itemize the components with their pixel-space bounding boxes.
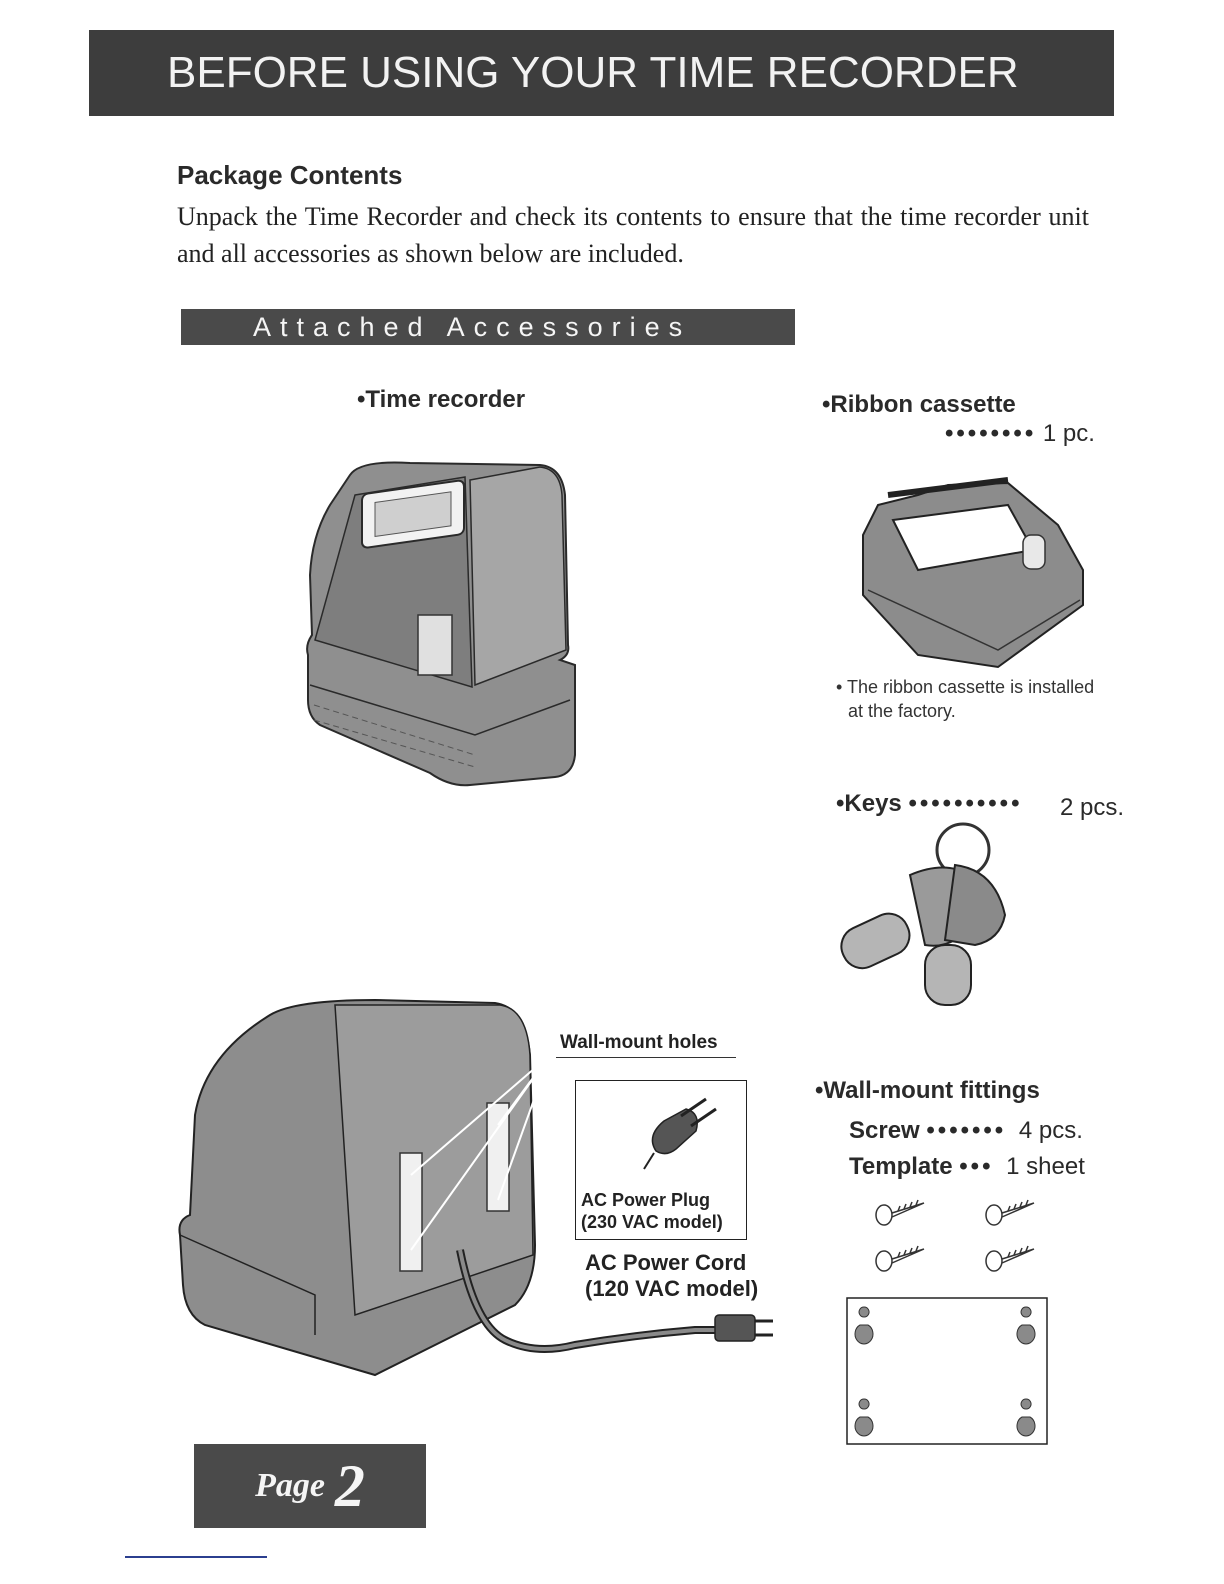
package-contents-heading: Package Contents: [177, 160, 403, 190]
ribbon-cassette-illustration: [858, 475, 1090, 675]
page-title: BEFORE USING YOUR TIME RECORDER: [167, 48, 1019, 97]
ribbon-note: [836, 675, 1094, 723]
wall-mount-holes-underline: [556, 1057, 736, 1058]
ac-power-plug-icon: [636, 1091, 726, 1171]
ac-power-cord-label: [585, 1250, 758, 1302]
screw-label: Screw: [849, 1117, 920, 1144]
keys-label: •Keys: [836, 790, 902, 817]
time-recorder-title: •Time recorder: [357, 386, 526, 413]
time-recorder-front-illustration: [300, 455, 580, 795]
template-label: Template: [849, 1153, 953, 1180]
keys-title: [836, 790, 1022, 818]
attached-accessories-banner: [181, 309, 795, 345]
screws-illustration: [872, 1195, 1042, 1280]
keys-illustration: [835, 820, 1015, 1010]
ribbon-quantity-value: 1 pc.: [1042, 420, 1095, 447]
screw-row: [849, 1117, 1083, 1145]
template-row: [849, 1153, 1085, 1181]
wall-mount-fittings-title: •Wall-mount fittings: [815, 1077, 1040, 1104]
cord-label-line-1: AC Power Cord: [585, 1250, 747, 1275]
ac-power-plug-box: [575, 1080, 747, 1240]
screw-quantity: 4 pcs.: [1018, 1117, 1083, 1144]
template-quantity: 1 sheet: [1006, 1153, 1085, 1180]
plug-label-line-2: (230 VAC model): [581, 1212, 723, 1232]
cord-label-line-2: (120 VAC model): [585, 1276, 759, 1301]
package-contents-intro: Unpack the Time Recorder and check its contents to ensure that the time recorder unit and all accessories as shown below are included.: [177, 202, 1089, 268]
plug-label-line-1: AC Power Plug: [581, 1190, 711, 1210]
bottom-link-rule: [125, 1556, 267, 1558]
attached-accessories-label: Attached Accessories: [253, 311, 692, 342]
template-leader-dots: •••: [959, 1153, 994, 1180]
ribbon-cassette-quantity: [945, 420, 1095, 448]
page-word: Page: [255, 1467, 325, 1504]
header-banner: [89, 30, 1114, 116]
ribbon-note-line-1: • The ribbon cassette is installed: [836, 677, 1095, 697]
ac-power-plug-label: [581, 1189, 723, 1233]
ribbon-leader-dots: ••••••••: [945, 420, 1037, 447]
wall-mount-holes-label: Wall-mount holes: [560, 1032, 718, 1053]
ribbon-note-line-2: at the factory.: [848, 701, 956, 721]
keys-leader-dots: ••••••••••: [908, 790, 1023, 817]
page-number-badge: [194, 1444, 426, 1528]
keys-quantity: 2 pcs.: [1060, 794, 1125, 821]
page-number: 2: [334, 1452, 365, 1519]
template-sheet-illustration: [846, 1297, 1048, 1445]
screw-leader-dots: •••••••: [926, 1117, 1007, 1144]
ribbon-cassette-title: •Ribbon cassette: [822, 391, 1016, 418]
